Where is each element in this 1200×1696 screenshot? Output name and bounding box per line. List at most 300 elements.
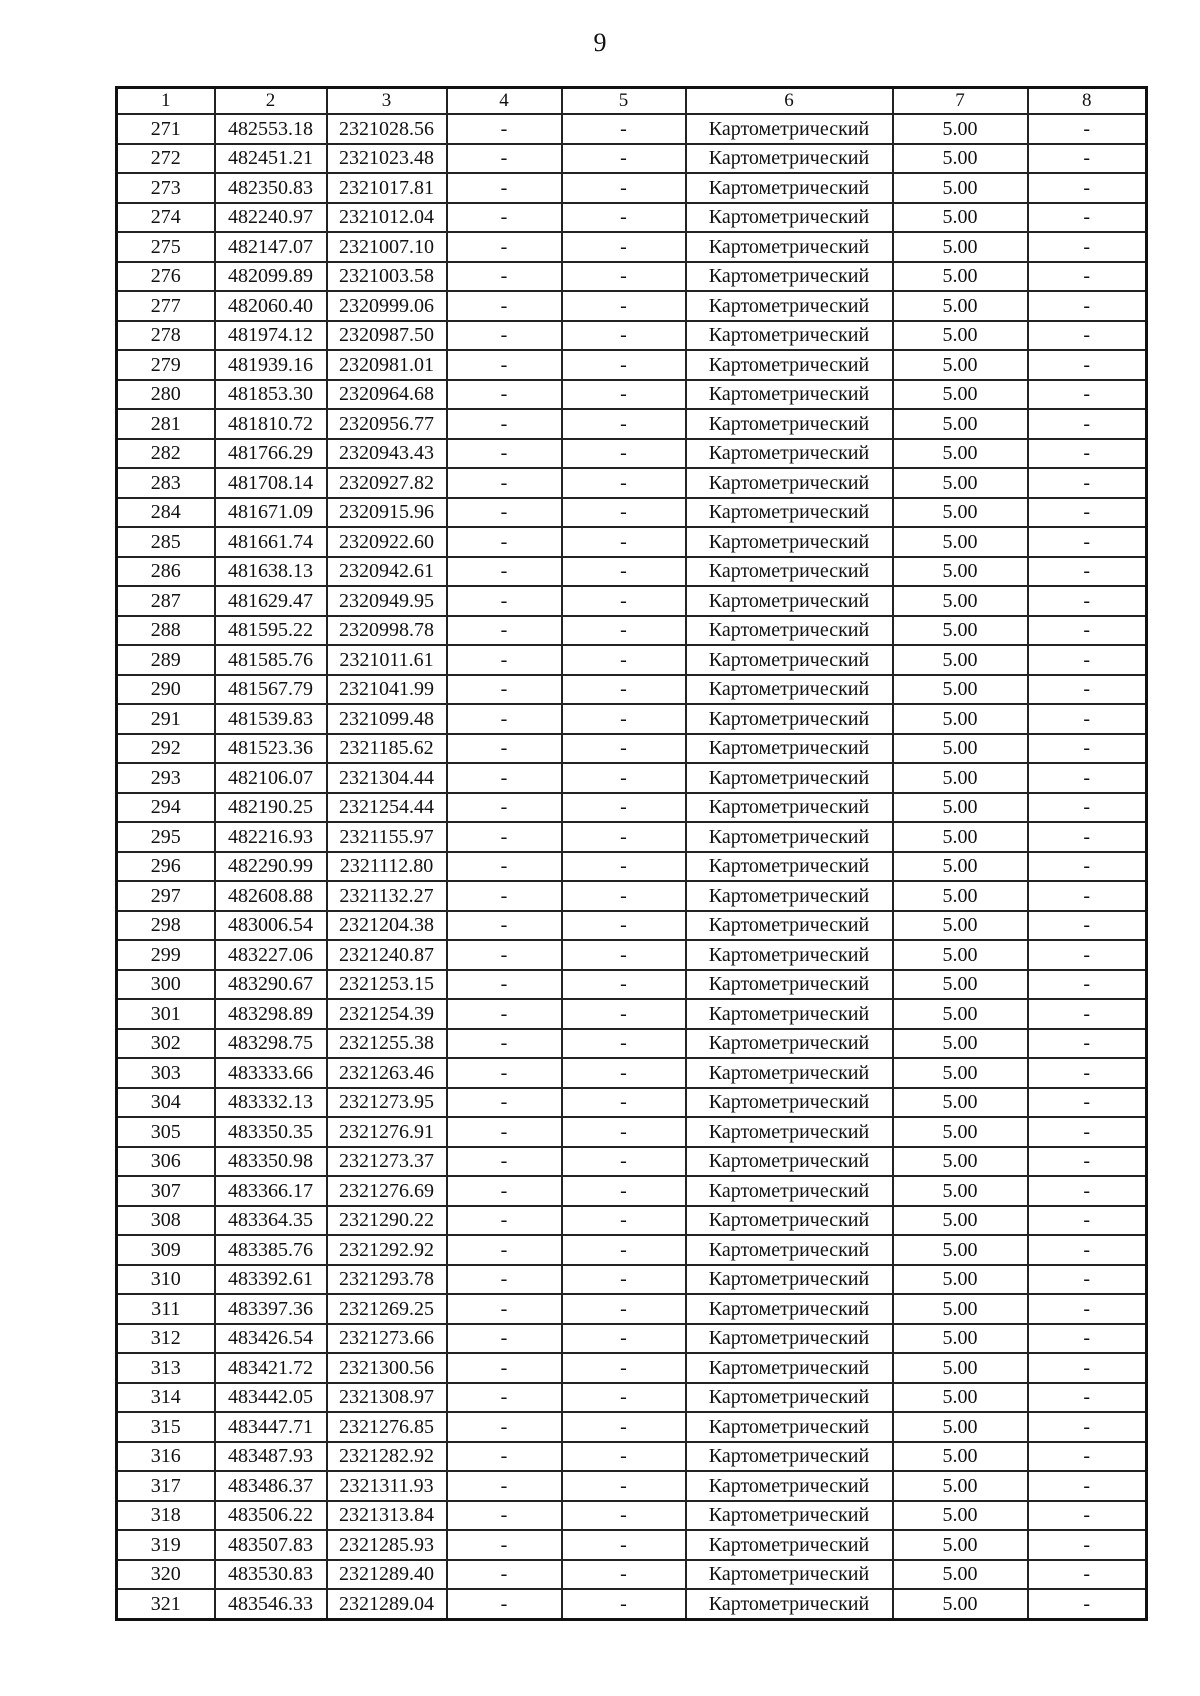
method-cell: Картометрический (686, 557, 893, 587)
col8-cell: - (1028, 793, 1147, 823)
accuracy-cell: 5.00 (893, 1324, 1028, 1354)
col5-cell: - (562, 114, 686, 144)
col4-cell: - (447, 586, 562, 616)
col8-cell: - (1028, 203, 1147, 233)
method-cell: Картометрический (686, 1029, 893, 1059)
column-header: 8 (1028, 88, 1147, 115)
col5-cell: - (562, 1324, 686, 1354)
col4-cell: - (447, 232, 562, 262)
table-body (117, 114, 1147, 1619)
table-row (117, 262, 1147, 292)
x-coordinate-cell: 481523.36 (215, 734, 327, 764)
y-coordinate-cell: 2321023.48 (327, 144, 447, 174)
col8-cell: - (1028, 1265, 1147, 1295)
col4-cell: - (447, 1088, 562, 1118)
point-number-cell: 286 (117, 557, 215, 587)
col8-cell: - (1028, 940, 1147, 970)
y-coordinate-cell: 2321273.37 (327, 1147, 447, 1177)
method-cell: Картометрический (686, 321, 893, 351)
col5-cell: - (562, 232, 686, 262)
col4-cell: - (447, 1235, 562, 1265)
y-coordinate-cell: 2321204.38 (327, 911, 447, 941)
method-cell: Картометрический (686, 173, 893, 203)
accuracy-cell: 5.00 (893, 881, 1028, 911)
col5-cell: - (562, 940, 686, 970)
table-row (117, 675, 1147, 705)
col8-cell: - (1028, 498, 1147, 528)
point-number-cell: 307 (117, 1176, 215, 1206)
y-coordinate-cell: 2321041.99 (327, 675, 447, 705)
accuracy-cell: 5.00 (893, 350, 1028, 380)
x-coordinate-cell: 483298.89 (215, 999, 327, 1029)
accuracy-cell: 5.00 (893, 1206, 1028, 1236)
y-coordinate-cell: 2321273.95 (327, 1088, 447, 1118)
col5-cell: - (562, 1235, 686, 1265)
table-row (117, 616, 1147, 646)
point-number-cell: 287 (117, 586, 215, 616)
method-cell: Картометрический (686, 439, 893, 469)
table-row (117, 970, 1147, 1000)
col5-cell: - (562, 1029, 686, 1059)
x-coordinate-cell: 483364.35 (215, 1206, 327, 1236)
col8-cell: - (1028, 173, 1147, 203)
point-number-cell: 296 (117, 852, 215, 882)
method-cell: Картометрический (686, 1383, 893, 1413)
col8-cell: - (1028, 380, 1147, 410)
x-coordinate-cell: 483426.54 (215, 1324, 327, 1354)
y-coordinate-cell: 2321308.97 (327, 1383, 447, 1413)
col5-cell: - (562, 262, 686, 292)
col4-cell: - (447, 704, 562, 734)
point-number-cell: 281 (117, 409, 215, 439)
y-coordinate-cell: 2321300.56 (327, 1353, 447, 1383)
y-coordinate-cell: 2321011.61 (327, 645, 447, 675)
col5-cell: - (562, 380, 686, 410)
col5-cell: - (562, 1560, 686, 1590)
y-coordinate-cell: 2321269.25 (327, 1294, 447, 1324)
col8-cell: - (1028, 1324, 1147, 1354)
col4-cell: - (447, 675, 562, 705)
table-row (117, 1412, 1147, 1442)
y-coordinate-cell: 2321276.85 (327, 1412, 447, 1442)
accuracy-cell: 5.00 (893, 1058, 1028, 1088)
method-cell: Картометрический (686, 852, 893, 882)
accuracy-cell: 5.00 (893, 616, 1028, 646)
y-coordinate-cell: 2321155.97 (327, 822, 447, 852)
y-coordinate-cell: 2321263.46 (327, 1058, 447, 1088)
accuracy-cell: 5.00 (893, 1383, 1028, 1413)
accuracy-cell: 5.00 (893, 409, 1028, 439)
col8-cell: - (1028, 439, 1147, 469)
y-coordinate-cell: 2320915.96 (327, 498, 447, 528)
point-number-cell: 312 (117, 1324, 215, 1354)
point-number-cell: 289 (117, 645, 215, 675)
col4-cell: - (447, 203, 562, 233)
point-number-cell: 283 (117, 468, 215, 498)
col4-cell: - (447, 645, 562, 675)
accuracy-cell: 5.00 (893, 1088, 1028, 1118)
x-coordinate-cell: 482106.07 (215, 763, 327, 793)
point-number-cell: 302 (117, 1029, 215, 1059)
y-coordinate-cell: 2320981.01 (327, 350, 447, 380)
method-cell: Картометрический (686, 1530, 893, 1560)
y-coordinate-cell: 2321254.44 (327, 793, 447, 823)
point-number-cell: 321 (117, 1589, 215, 1619)
method-cell: Картометрический (686, 203, 893, 233)
method-cell: Картометрический (686, 498, 893, 528)
x-coordinate-cell: 482190.25 (215, 793, 327, 823)
col8-cell: - (1028, 645, 1147, 675)
col8-cell: - (1028, 1088, 1147, 1118)
col4-cell: - (447, 940, 562, 970)
method-cell: Картометрический (686, 704, 893, 734)
col8-cell: - (1028, 1471, 1147, 1501)
table-row (117, 498, 1147, 528)
point-number-cell: 313 (117, 1353, 215, 1383)
accuracy-cell: 5.00 (893, 645, 1028, 675)
column-header: 2 (215, 88, 327, 115)
table-row (117, 1088, 1147, 1118)
point-number-cell: 317 (117, 1471, 215, 1501)
accuracy-cell: 5.00 (893, 380, 1028, 410)
y-coordinate-cell: 2321099.48 (327, 704, 447, 734)
method-cell: Картометрический (686, 675, 893, 705)
method-cell: Картометрический (686, 1589, 893, 1619)
col8-cell: - (1028, 262, 1147, 292)
col8-cell: - (1028, 350, 1147, 380)
x-coordinate-cell: 483227.06 (215, 940, 327, 970)
col4-cell: - (447, 999, 562, 1029)
accuracy-cell: 5.00 (893, 852, 1028, 882)
y-coordinate-cell: 2321028.56 (327, 114, 447, 144)
col4-cell: - (447, 1029, 562, 1059)
col4-cell: - (447, 822, 562, 852)
method-cell: Картометрический (686, 350, 893, 380)
y-coordinate-cell: 2320998.78 (327, 616, 447, 646)
accuracy-cell: 5.00 (893, 704, 1028, 734)
x-coordinate-cell: 482553.18 (215, 114, 327, 144)
col4-cell: - (447, 291, 562, 321)
col8-cell: - (1028, 1589, 1147, 1619)
x-coordinate-cell: 481810.72 (215, 409, 327, 439)
accuracy-cell: 5.00 (893, 144, 1028, 174)
col5-cell: - (562, 1501, 686, 1531)
col4-cell: - (447, 144, 562, 174)
table-row (117, 350, 1147, 380)
col4-cell: - (447, 1383, 562, 1413)
table-row (117, 1501, 1147, 1531)
col8-cell: - (1028, 1206, 1147, 1236)
col8-cell: - (1028, 1235, 1147, 1265)
table-row (117, 439, 1147, 469)
col5-cell: - (562, 1589, 686, 1619)
point-number-cell: 299 (117, 940, 215, 970)
y-coordinate-cell: 2321003.58 (327, 262, 447, 292)
col8-cell: - (1028, 999, 1147, 1029)
accuracy-cell: 5.00 (893, 970, 1028, 1000)
table-row (117, 321, 1147, 351)
method-cell: Картометрический (686, 1501, 893, 1531)
method-cell: Картометрический (686, 1176, 893, 1206)
table-row (117, 881, 1147, 911)
accuracy-cell: 5.00 (893, 1412, 1028, 1442)
y-coordinate-cell: 2320964.68 (327, 380, 447, 410)
x-coordinate-cell: 483506.22 (215, 1501, 327, 1531)
col5-cell: - (562, 1176, 686, 1206)
x-coordinate-cell: 483442.05 (215, 1383, 327, 1413)
column-header: 1 (117, 88, 215, 115)
col4-cell: - (447, 1442, 562, 1472)
col4-cell: - (447, 350, 562, 380)
accuracy-cell: 5.00 (893, 940, 1028, 970)
col8-cell: - (1028, 1117, 1147, 1147)
col8-cell: - (1028, 586, 1147, 616)
method-cell: Картометрический (686, 291, 893, 321)
point-number-cell: 284 (117, 498, 215, 528)
method-cell: Картометрический (686, 527, 893, 557)
x-coordinate-cell: 481853.30 (215, 380, 327, 410)
col8-cell: - (1028, 734, 1147, 764)
col8-cell: - (1028, 970, 1147, 1000)
table-row (117, 793, 1147, 823)
col5-cell: - (562, 350, 686, 380)
col5-cell: - (562, 1442, 686, 1472)
col5-cell: - (562, 1206, 686, 1236)
col8-cell: - (1028, 291, 1147, 321)
col8-cell: - (1028, 468, 1147, 498)
col4-cell: - (447, 527, 562, 557)
accuracy-cell: 5.00 (893, 1442, 1028, 1472)
table-row (117, 1530, 1147, 1560)
col5-cell: - (562, 734, 686, 764)
y-coordinate-cell: 2320987.50 (327, 321, 447, 351)
table-row (117, 1353, 1147, 1383)
point-number-cell: 295 (117, 822, 215, 852)
col8-cell: - (1028, 675, 1147, 705)
table-row (117, 1235, 1147, 1265)
table-row (117, 1265, 1147, 1295)
x-coordinate-cell: 483447.71 (215, 1412, 327, 1442)
col4-cell: - (447, 1412, 562, 1442)
accuracy-cell: 5.00 (893, 586, 1028, 616)
x-coordinate-cell: 483546.33 (215, 1589, 327, 1619)
x-coordinate-cell: 481638.13 (215, 557, 327, 587)
col4-cell: - (447, 557, 562, 587)
accuracy-cell: 5.00 (893, 1235, 1028, 1265)
col8-cell: - (1028, 144, 1147, 174)
y-coordinate-cell: 2320956.77 (327, 409, 447, 439)
col8-cell: - (1028, 1147, 1147, 1177)
table-row (117, 114, 1147, 144)
col4-cell: - (447, 734, 562, 764)
method-cell: Картометрический (686, 409, 893, 439)
col5-cell: - (562, 468, 686, 498)
accuracy-cell: 5.00 (893, 1029, 1028, 1059)
x-coordinate-cell: 482290.99 (215, 852, 327, 882)
col4-cell: - (447, 911, 562, 941)
method-cell: Картометрический (686, 262, 893, 292)
table-row (117, 704, 1147, 734)
point-number-cell: 300 (117, 970, 215, 1000)
point-number-cell: 301 (117, 999, 215, 1029)
col4-cell: - (447, 1117, 562, 1147)
x-coordinate-cell: 483486.37 (215, 1471, 327, 1501)
col8-cell: - (1028, 1176, 1147, 1206)
accuracy-cell: 5.00 (893, 1589, 1028, 1619)
page-number: 9 (593, 28, 607, 57)
table-row (117, 586, 1147, 616)
accuracy-cell: 5.00 (893, 1147, 1028, 1177)
x-coordinate-cell: 483392.61 (215, 1265, 327, 1295)
col5-cell: - (562, 675, 686, 705)
accuracy-cell: 5.00 (893, 675, 1028, 705)
method-cell: Картометрический (686, 763, 893, 793)
col4-cell: - (447, 1589, 562, 1619)
col5-cell: - (562, 527, 686, 557)
y-coordinate-cell: 2321293.78 (327, 1265, 447, 1295)
column-header: 5 (562, 88, 686, 115)
x-coordinate-cell: 483350.35 (215, 1117, 327, 1147)
col5-cell: - (562, 999, 686, 1029)
col4-cell: - (447, 1147, 562, 1177)
col5-cell: - (562, 498, 686, 528)
method-cell: Картометрический (686, 999, 893, 1029)
point-number-cell: 303 (117, 1058, 215, 1088)
y-coordinate-cell: 2321255.38 (327, 1029, 447, 1059)
x-coordinate-cell: 482060.40 (215, 291, 327, 321)
col4-cell: - (447, 439, 562, 469)
column-header: 7 (893, 88, 1028, 115)
table-row (117, 409, 1147, 439)
y-coordinate-cell: 2320922.60 (327, 527, 447, 557)
col5-cell: - (562, 616, 686, 646)
table-row (117, 380, 1147, 410)
method-cell: Картометрический (686, 1058, 893, 1088)
y-coordinate-cell: 2321254.39 (327, 999, 447, 1029)
method-cell: Картометрический (686, 881, 893, 911)
x-coordinate-cell: 482608.88 (215, 881, 327, 911)
x-coordinate-cell: 483332.13 (215, 1088, 327, 1118)
col5-cell: - (562, 1383, 686, 1413)
col4-cell: - (447, 1560, 562, 1590)
x-coordinate-cell: 481766.29 (215, 439, 327, 469)
point-number-cell: 305 (117, 1117, 215, 1147)
point-number-cell: 318 (117, 1501, 215, 1531)
method-cell: Картометрический (686, 793, 893, 823)
x-coordinate-cell: 481567.79 (215, 675, 327, 705)
col5-cell: - (562, 321, 686, 351)
col5-cell: - (562, 645, 686, 675)
y-coordinate-cell: 2321282.92 (327, 1442, 447, 1472)
col8-cell: - (1028, 822, 1147, 852)
accuracy-cell: 5.00 (893, 1117, 1028, 1147)
col4-cell: - (447, 1265, 562, 1295)
point-number-cell: 306 (117, 1147, 215, 1177)
point-number-cell: 282 (117, 439, 215, 469)
method-cell: Картометрический (686, 970, 893, 1000)
y-coordinate-cell: 2320999.06 (327, 291, 447, 321)
y-coordinate-cell: 2321311.93 (327, 1471, 447, 1501)
col4-cell: - (447, 793, 562, 823)
accuracy-cell: 5.00 (893, 232, 1028, 262)
column-header: 4 (447, 88, 562, 115)
x-coordinate-cell: 483006.54 (215, 911, 327, 941)
point-number-cell: 278 (117, 321, 215, 351)
point-number-cell: 291 (117, 704, 215, 734)
x-coordinate-cell: 483298.75 (215, 1029, 327, 1059)
x-coordinate-cell: 483397.36 (215, 1294, 327, 1324)
method-cell: Картометрический (686, 586, 893, 616)
column-header: 6 (686, 88, 893, 115)
table-row (117, 734, 1147, 764)
col8-cell: - (1028, 1058, 1147, 1088)
accuracy-cell: 5.00 (893, 291, 1028, 321)
col4-cell: - (447, 616, 562, 646)
accuracy-cell: 5.00 (893, 1265, 1028, 1295)
method-cell: Картометрический (686, 232, 893, 262)
col8-cell: - (1028, 911, 1147, 941)
accuracy-cell: 5.00 (893, 1294, 1028, 1324)
point-number-cell: 315 (117, 1412, 215, 1442)
y-coordinate-cell: 2321304.44 (327, 763, 447, 793)
col5-cell: - (562, 1058, 686, 1088)
y-coordinate-cell: 2321292.92 (327, 1235, 447, 1265)
table-row (117, 999, 1147, 1029)
x-coordinate-cell: 483530.83 (215, 1560, 327, 1590)
table-row (117, 645, 1147, 675)
col5-cell: - (562, 1471, 686, 1501)
table-row (117, 232, 1147, 262)
coordinates-table (115, 86, 1148, 1621)
col8-cell: - (1028, 763, 1147, 793)
point-number-cell: 297 (117, 881, 215, 911)
point-number-cell: 275 (117, 232, 215, 262)
point-number-cell: 288 (117, 616, 215, 646)
method-cell: Картометрический (686, 144, 893, 174)
point-number-cell: 274 (117, 203, 215, 233)
col5-cell: - (562, 203, 686, 233)
table-row (117, 1029, 1147, 1059)
y-coordinate-cell: 2321253.15 (327, 970, 447, 1000)
col5-cell: - (562, 144, 686, 174)
y-coordinate-cell: 2320927.82 (327, 468, 447, 498)
x-coordinate-cell: 482147.07 (215, 232, 327, 262)
col5-cell: - (562, 1353, 686, 1383)
col5-cell: - (562, 852, 686, 882)
col4-cell: - (447, 852, 562, 882)
col4-cell: - (447, 498, 562, 528)
method-cell: Картометрический (686, 380, 893, 410)
y-coordinate-cell: 2321276.91 (327, 1117, 447, 1147)
col5-cell: - (562, 793, 686, 823)
col8-cell: - (1028, 232, 1147, 262)
table-row (117, 1589, 1147, 1619)
method-cell: Картометрический (686, 1088, 893, 1118)
table-row (117, 291, 1147, 321)
col8-cell: - (1028, 1560, 1147, 1590)
y-coordinate-cell: 2321112.80 (327, 852, 447, 882)
col8-cell: - (1028, 321, 1147, 351)
col4-cell: - (447, 970, 562, 1000)
accuracy-cell: 5.00 (893, 321, 1028, 351)
col4-cell: - (447, 173, 562, 203)
y-coordinate-cell: 2321289.04 (327, 1589, 447, 1619)
table-row (117, 1324, 1147, 1354)
column-header: 3 (327, 88, 447, 115)
point-number-cell: 309 (117, 1235, 215, 1265)
table-row (117, 1383, 1147, 1413)
table-row (117, 1206, 1147, 1236)
